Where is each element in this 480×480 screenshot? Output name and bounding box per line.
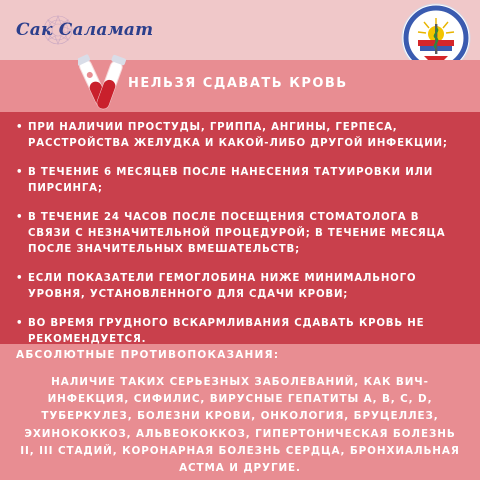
- list-item: • В ТЕЧЕНИЕ 6 МЕСЯЦЕВ ПОСЛЕ НАНЕСЕНИЯ ТАТУИРОВКИ ИЛИ ПИРСИНГА;: [14, 165, 466, 197]
- page-title: НЕЛЬЗЯ СДАВАТЬ КРОВЬ: [128, 76, 348, 91]
- absolute-contraindications-title: АБСОЛЮТНЫЕ ПРОТИВОПОКАЗАНИЯ:: [16, 349, 280, 361]
- list-item: • ВО ВРЕМЯ ГРУДНОГО ВСКАРМЛИВАНИЯ СДАВАТЬ КРОВЬ НЕ РЕКОМЕНДУЕТСЯ.: [14, 316, 466, 348]
- absolute-contraindications-text: НАЛИЧИЕ ТАКИХ СЕРЬЕЗНЫХ ЗАБОЛЕВАНИЙ, КАК ВИЧ-ИНФЕКЦИЯ, СИФИЛИС, ВИРУСНЫЕ ГЕПАТИТЫ А, В, С, D, ТУБЕРКУЛЕЗ, БОЛЕЗНИ КРОВИ, ОНКОЛОГИЯ, БРУЦЕЛЛЕЗ, ЭХИНОКОККОЗ, АЛЬВЕОКОККОЗ, ГИПЕРТОНИЧЕСКАЯ БОЛЕЗНЬ II, III СТАДИЙ, КОРОНАРНАЯ БОЛЕЗНЬ СЕРДЦА, БРОНХИАЛЬНАЯ АСТМА И ДРУГИЕ.: [20, 376, 460, 475]
- logo-text: Сак Саламат: [16, 20, 154, 40]
- list-item: • В ТЕЧЕНИЕ 24 ЧАСОВ ПОСЛЕ ПОСЕЩЕНИЯ СТОМАТОЛОГА В СВЯЗИ С НЕЗНАЧИТЕЛЬНОЙ ПРОЦЕДУРОЙ; В ТЕЧЕНИЕ МЕСЯЦА ПОСЛЕ ЗНАЧИТЕЛЬНЫХ ВМЕШАТЕЛЬСТВ;: [14, 210, 466, 258]
- restrictions-panel: [0, 112, 480, 344]
- restrictions-list: [14, 120, 466, 361]
- logo: [8, 14, 154, 46]
- blood-tubes-icon: [78, 52, 126, 114]
- list-item: • ПРИ НАЛИЧИИ ПРОСТУДЫ, ГРИППА, АНГИНЫ, ГЕРПЕСА, РАССТРОЙСТВА ЖЕЛУДКА И КАКОЙ-ЛИБО ДРУГОЙ ИНФЕКЦИИ;: [14, 120, 466, 152]
- list-item: • ЕСЛИ ПОКАЗАТЕЛИ ГЕМОГЛОБИНА НИЖЕ МИНИМАЛЬНОГО УРОВНЯ, УСТАНОВЛЕННОГО ДЛЯ СДАЧИ КРОВИ;: [14, 271, 466, 303]
